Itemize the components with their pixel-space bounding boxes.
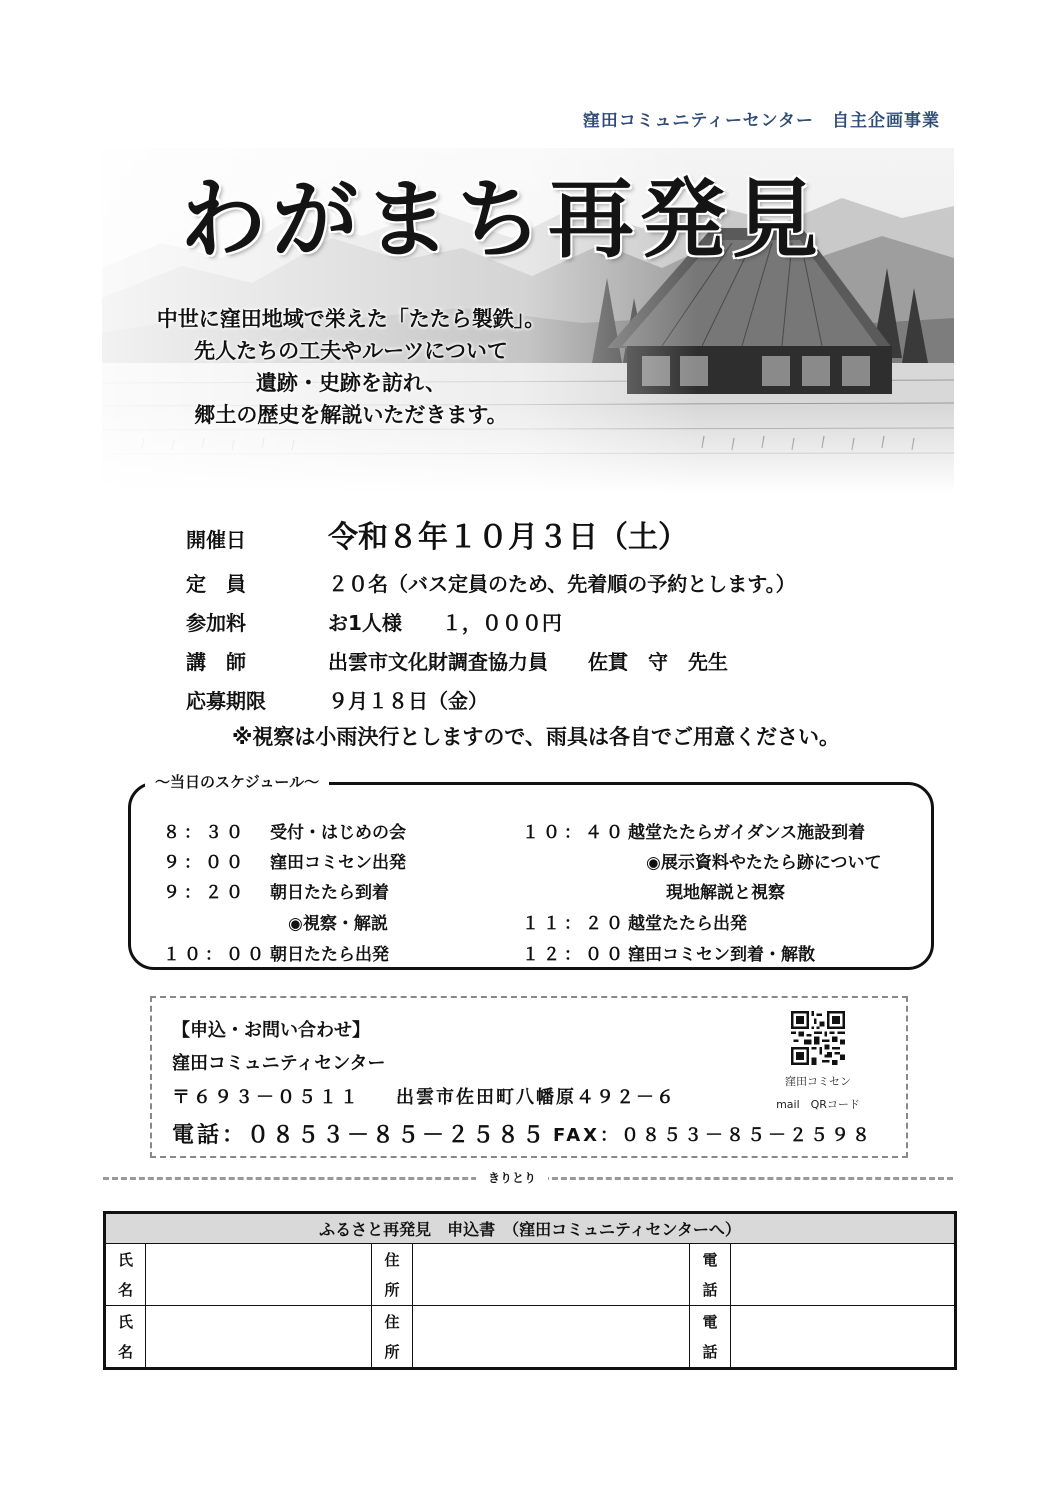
- schedule-time: ９：２０: [163, 883, 247, 903]
- contact-fax: FAX：０８５３－８５－２５９８: [553, 1125, 874, 1146]
- intro-line-4: 郷土の歴史を解説いただきます。: [194, 402, 508, 427]
- address-label: [372, 1244, 413, 1306]
- label-char: 名: [117, 1280, 133, 1299]
- name-label: [105, 1244, 146, 1306]
- event-title: わがまち再発見: [180, 169, 824, 270]
- detail-label: 定 員: [186, 572, 246, 596]
- schedule-text: 窪田コミセン出発: [270, 853, 406, 873]
- contact-phone[interactable]: 電話：０８５３－８５－２５８５: [172, 1123, 548, 1148]
- label-char: 話: [702, 1280, 718, 1299]
- detail-value: ２０名（バス定員のため、先着順の予約とします。）: [328, 572, 796, 596]
- application-form: [103, 1211, 957, 1370]
- contact-postal: 〒６９３－０５１１: [172, 1087, 361, 1108]
- detail-value: ９月１８日（金）: [328, 689, 488, 713]
- name-field[interactable]: [146, 1306, 372, 1369]
- phone-field[interactable]: [731, 1244, 956, 1306]
- schedule-title: ～当日のスケジュール～: [145, 771, 329, 792]
- label-char: 住: [384, 1250, 400, 1269]
- detail-value: 出雲市文化財調査協力員 佐貫 守 先生: [328, 650, 728, 674]
- intro-text: [116, 303, 586, 431]
- contact-address: 出雲市佐田町八幡原４９２－６: [396, 1087, 676, 1108]
- detail-value: 令和８年１０月３日（土）: [328, 520, 688, 555]
- schedule-text: 窪田コミセン到着・解散: [628, 945, 815, 965]
- name-field[interactable]: [146, 1244, 372, 1306]
- label-char: 電: [702, 1312, 718, 1331]
- label-char: 名: [117, 1342, 133, 1361]
- schedule-text: ◉視察・解説: [288, 914, 388, 934]
- detail-label: 開催日: [186, 528, 246, 552]
- schedule-time: ８：３０: [163, 823, 247, 843]
- phone-label: [690, 1244, 731, 1306]
- form-title: ふるさと再発見 申込書 （窪田コミュニティセンターへ）: [105, 1213, 956, 1244]
- label-char: 所: [384, 1280, 400, 1299]
- phone-label: [690, 1306, 731, 1369]
- detail-label: 講 師: [186, 650, 246, 674]
- schedule-text: 越堂たたらガイダンス施設到着: [628, 823, 866, 843]
- intro-line-2: 先人たちの工夫やルーツについて: [194, 338, 508, 363]
- address-label: [372, 1306, 413, 1369]
- form-row: [105, 1244, 956, 1306]
- organizer-label: 窪田コミュニティーセンター 自主企画事業: [582, 111, 940, 131]
- schedule-time: ９：００: [163, 853, 247, 873]
- qr-caption-line-1: 窪田コミセン: [785, 1075, 851, 1088]
- intro-line-3: 遺跡・史跡を訪れ、: [255, 370, 447, 395]
- label-char: 所: [384, 1342, 400, 1361]
- label-char: 氏: [117, 1250, 133, 1269]
- qr-caption-line-2: mail QRコード: [776, 1098, 860, 1111]
- phone-field[interactable]: [731, 1306, 956, 1369]
- detail-value: お1人様 １，０００円: [328, 611, 562, 635]
- intro-line-1: 中世に窪田地域で栄えた「たたら製鉄」。: [156, 306, 546, 331]
- address-field[interactable]: [413, 1244, 690, 1306]
- label-char: 話: [702, 1342, 718, 1361]
- schedule-text: ◉展示資料やたたら跡について: [646, 853, 882, 873]
- name-label: [105, 1306, 146, 1369]
- contact-heading: 【申込・お問い合わせ】: [172, 1020, 370, 1041]
- schedule-text: 現地解説と視察: [666, 883, 785, 903]
- contact-name: 窪田コミュニティセンター: [172, 1053, 386, 1074]
- detail-label: 参加料: [186, 611, 246, 635]
- rain-notice: ※視察は小雨決行としますので、雨具は各自でご用意ください。: [232, 725, 840, 749]
- address-field[interactable]: [413, 1306, 690, 1369]
- schedule-text: 朝日たたら到着: [270, 883, 389, 903]
- label-char: 電: [702, 1250, 718, 1269]
- form-row: [105, 1306, 956, 1369]
- schedule-time: １０：００: [163, 945, 268, 965]
- mail-qr-code[interactable]: [791, 1011, 845, 1069]
- schedule-time: １０：４０: [522, 823, 627, 843]
- schedule-time: １２：００: [522, 945, 627, 965]
- detail-label: 応募期限: [186, 689, 266, 713]
- schedule-time: １１：２０: [522, 914, 627, 934]
- schedule-text: 受付・はじめの会: [270, 823, 406, 843]
- schedule-text: 朝日たたら出発: [270, 945, 389, 965]
- label-char: 氏: [117, 1312, 133, 1331]
- cut-label: きりとり: [476, 1169, 548, 1186]
- schedule-text: 越堂たたら出発: [628, 914, 747, 934]
- label-char: 住: [384, 1312, 400, 1331]
